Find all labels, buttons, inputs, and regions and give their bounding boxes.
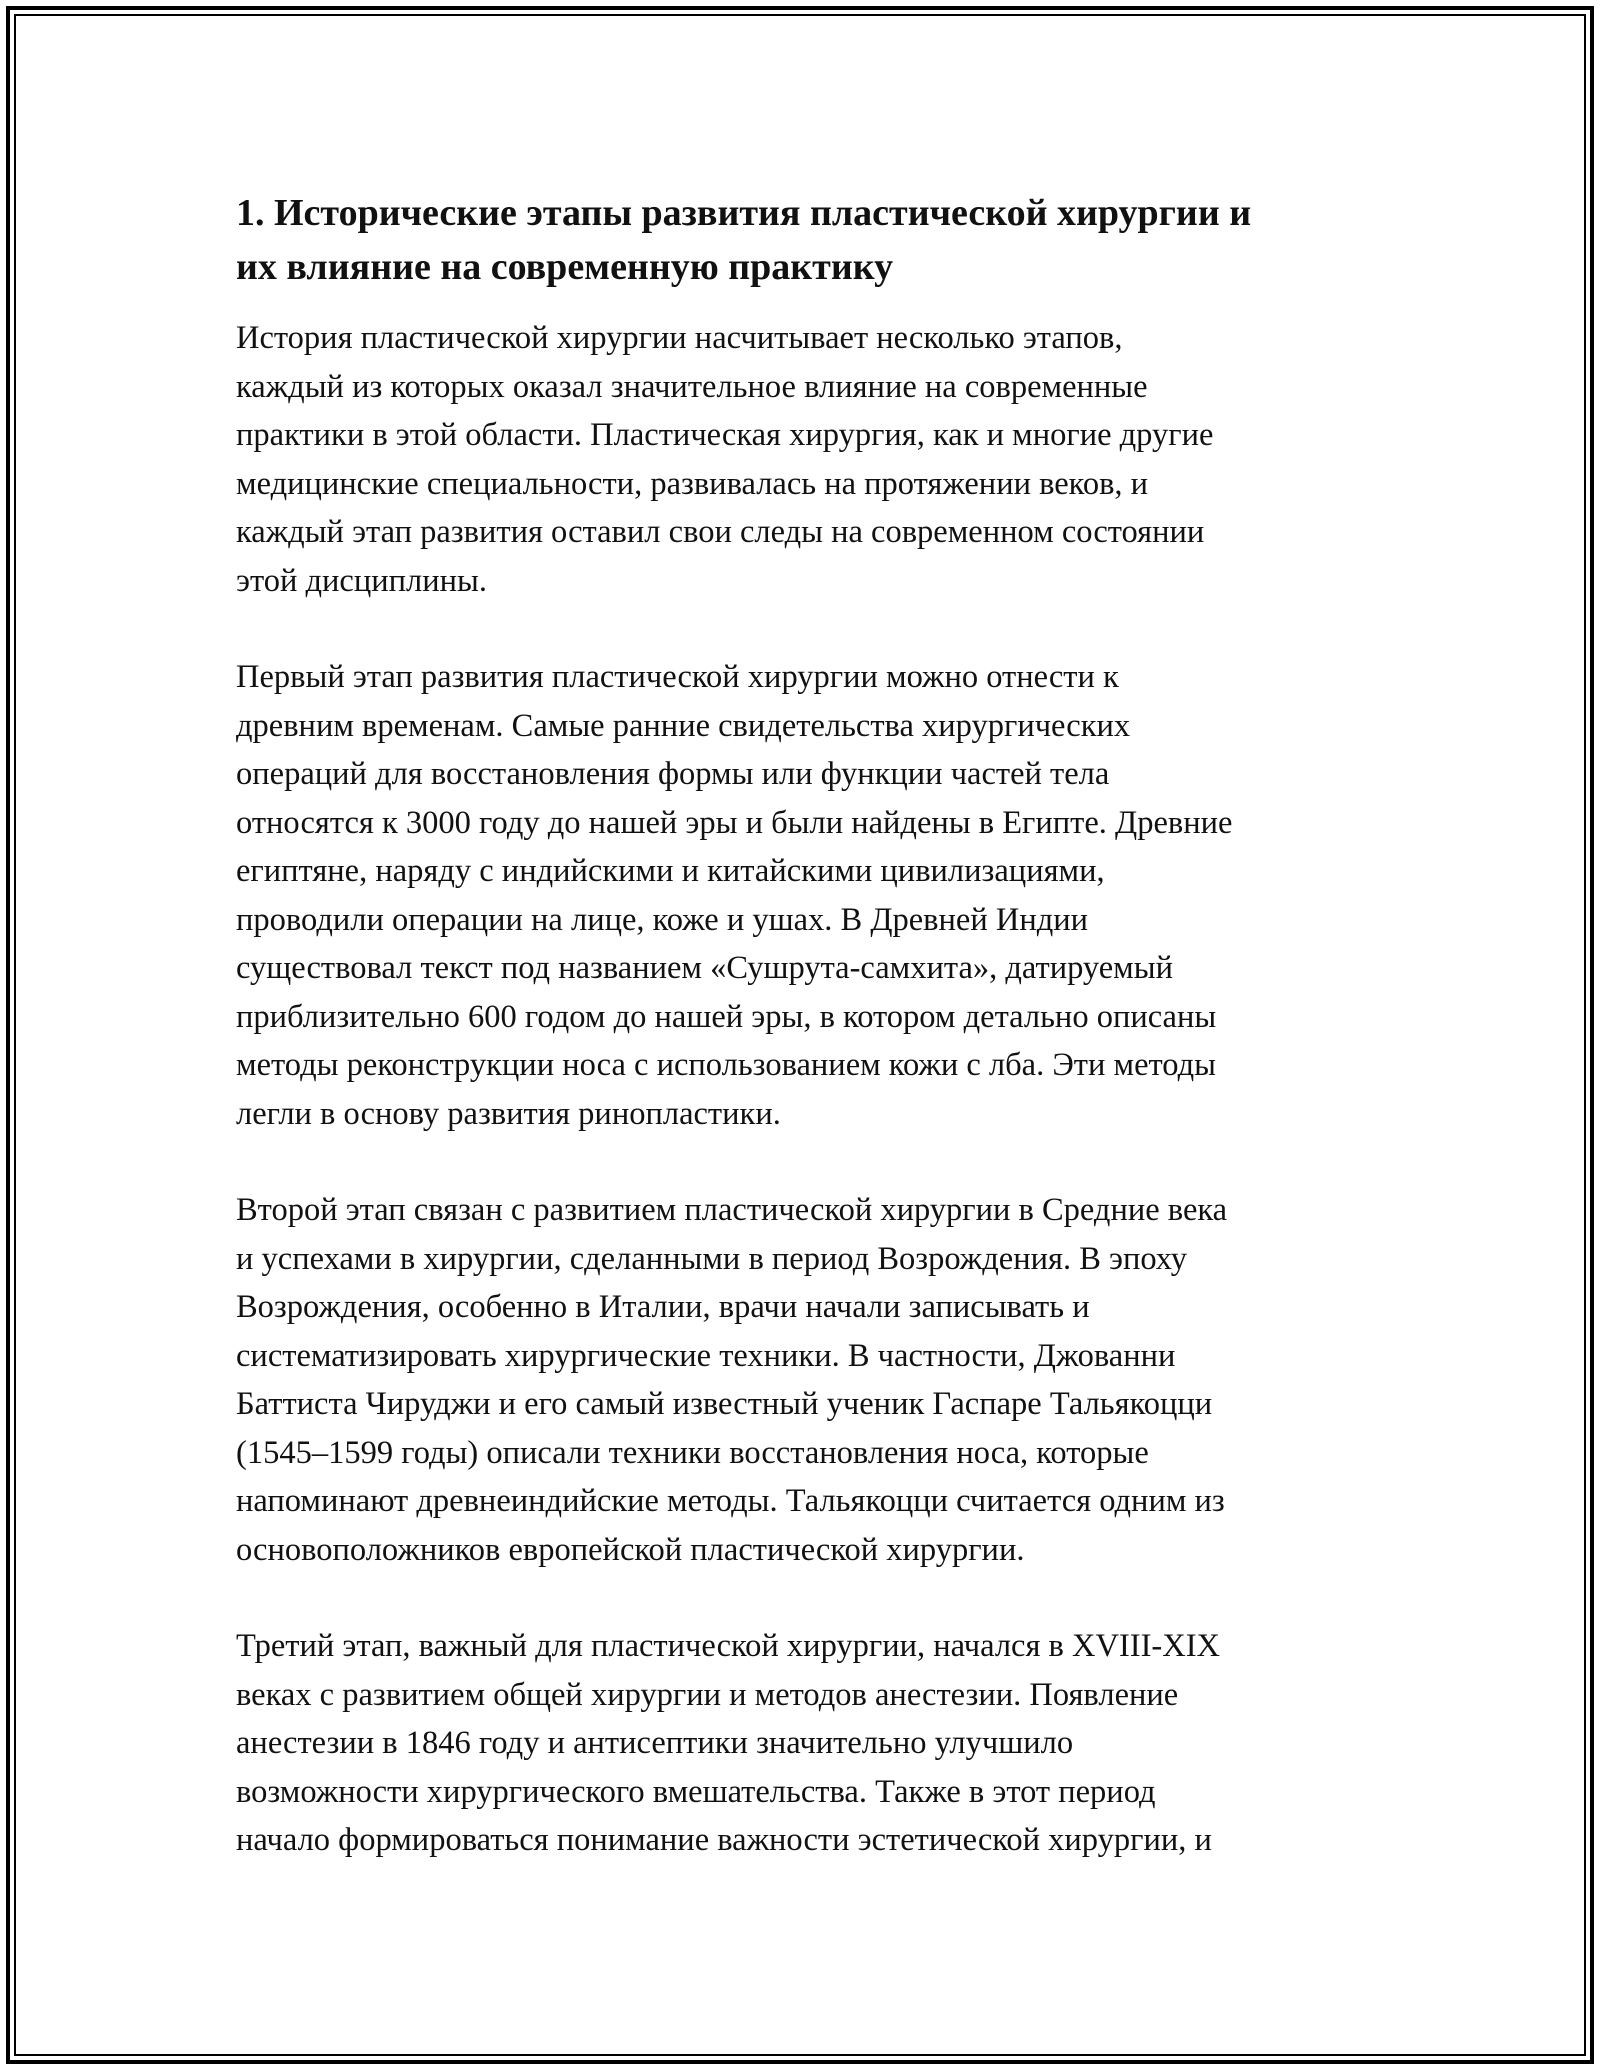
paragraph-first-stage: Первый этап развития пластической хирургии можно отнести к древним временам. Самые ранние свидетельства хирургических операций для восстановления формы или функции частей тела относятся к 3000 году до нашей эры и были найдены в Египте. Древние египтяне, наряду с индийскими и китайскими цивилизациями, проводили операции на лице, коже и ушах. В Древней Индии существовал текст под названием «Сушрута-самхита», датируемый приблизительно 600 годом до нашей эры, в котором детально описаны методы реконструкции носа с использованием кожи с лба. Эти методы легли в основу развития ринопластики.	[236, 659, 1233, 1132]
paragraph-intro: История пластической хирургии насчитывает несколько этапов, каждый из которых оказал значительное влияние на современные практики в этой области. Пластическая хирургия, как и многие другие медицинские специальности, развивалась на протяжении веков, и каждый этап развития оставил свои следы на современном состоянии этой дисциплины.	[236, 320, 1214, 599]
paragraph-second-stage: Второй этап связан с развитием пластической хирургии в Средние века и успехами в хирургии, сделанными в период Возрождения. В эпоху Возрождения, особенно в Италии, врачи начали записывать и систематизировать хирургические техники. В частности, Джованни Баттиста Чируджи и его самый известный ученик Гаспаре Тальякоцци (1545–1599 годы) описали техники восстановления носа, которые напоминают древнеиндийские методы. Тальякоцци считается одним из основоположников европейской пластической хирургии.	[236, 1192, 1228, 1568]
paragraph-third-stage: Третий этап, важный для пластической хирургии, начался в XVIII-XIX веках с развитием общей хирургии и методов анестезии. Появление анестезии в 1846 году и антисептики значительно улучшило возможности хирургического вмешательства. Также в этот период начало формироваться понимание важности эстетической хирургии, и	[236, 1628, 1221, 1858]
document-body	[236, 186, 1366, 1913]
section-heading: 1. Исторические этапы развития пластической хирургии и их влияние на современную практику	[236, 192, 1252, 288]
